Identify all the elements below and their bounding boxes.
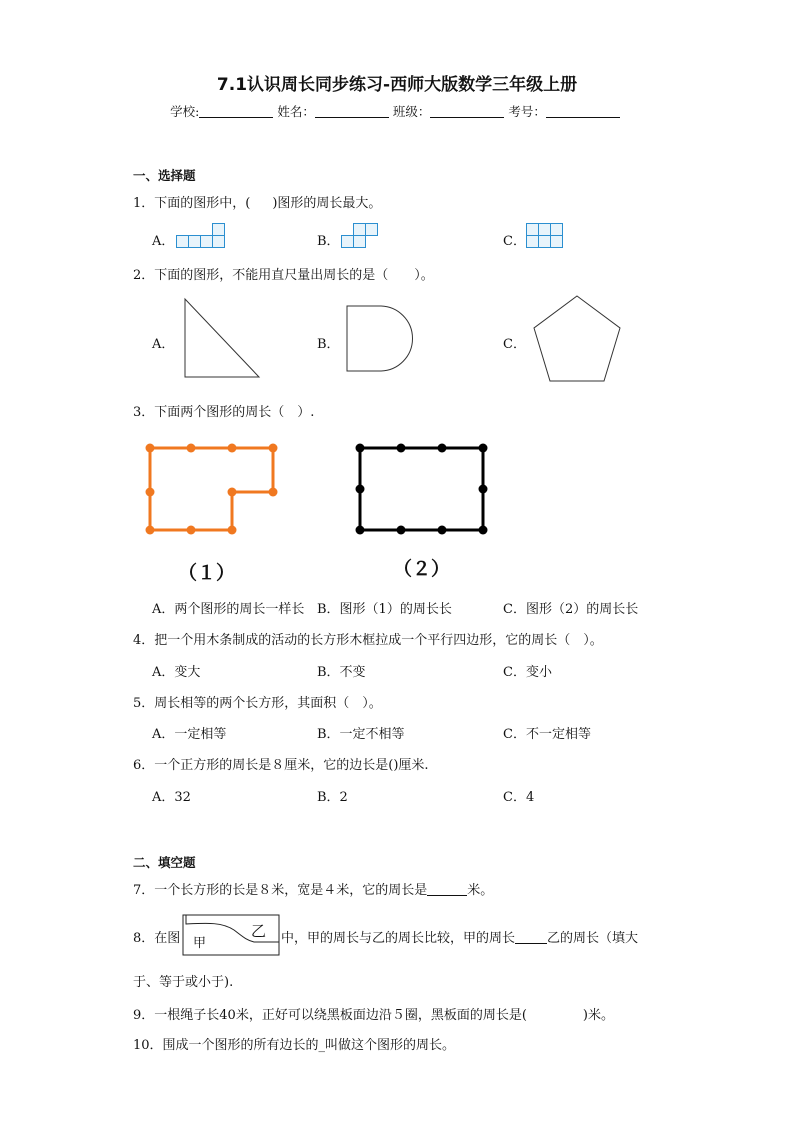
q3-figure-1-dot [146,526,155,535]
student-info-line [0,102,794,120]
q3-figure-2-dot [356,485,365,494]
q6-option-b[interactable]: B．2 [317,790,348,805]
q5-stem: 5．周长相等的两个长方形，其面积（ ）。 [133,696,382,711]
q8-answer-blank[interactable] [515,931,547,944]
q3-figure-2-dot [479,526,488,535]
q8-stem: 中，甲的周长与乙的周长比较，甲的周长 乙的周长（填大 [281,931,639,946]
q7-stem: 7．一个长方形的长是８米，宽是４米，它的周长是 米。 [133,883,494,898]
class-blank[interactable] [430,105,504,118]
q1-option-a[interactable]: A． [152,234,175,249]
q1-option-c[interactable]: C． [503,234,526,249]
q5-option-a[interactable]: A．一定相等 [152,727,227,742]
q8-stem-line2: 于、等于或小于). [133,975,234,990]
q3-figure-2-dot [397,526,406,535]
class-label: 班级： [392,104,431,119]
q2-option-c[interactable]: C． [503,337,526,352]
q3-option-b[interactable]: B．图形（1）的周长长 [317,602,452,617]
section-choice-heading: 一、选择题 [133,168,196,183]
school-label: 学校: [170,104,200,119]
q3-figure-2-dot [356,526,365,535]
q4-option-c[interactable]: C．变小 [503,665,552,680]
q1-stem: 1．下面的图形中，( )图形的周长最大。 [133,196,382,211]
q6-option-c[interactable]: C．4 [503,790,535,805]
q5-option-b[interactable]: B．一定不相等 [317,727,405,742]
q3-figure-2 [348,436,498,540]
name-blank[interactable] [315,105,389,118]
q3-figure-1-dot [228,526,237,535]
q3-figure-1-dot [146,488,155,497]
q3-figure-2-dot [479,485,488,494]
q2-triangle-figure [180,296,264,382]
q3-figure-2-dot [356,444,365,453]
q3-figure-1-dot [187,444,196,453]
q3-figure-2-dot [438,526,447,535]
q3-figure-1-dot [146,444,155,453]
q3-figure-2-dot [479,444,488,453]
q1-figure-b [341,223,381,249]
q8-jia-label: 甲 [193,936,207,951]
q3-figure-1-label: （１） [178,562,236,584]
q3-figure-1-dot [187,526,196,535]
q6-option-a[interactable]: A．32 [152,790,191,805]
q3-figure-2-dot [438,444,447,453]
q3-figure-2-dot [397,444,406,453]
q4-option-b[interactable]: B．不变 [317,665,366,680]
q3-figure-1-dot [269,488,278,497]
page-title: 7.1认识周长同步练习-西师大版数学三年级上册 [216,75,578,95]
school-blank[interactable] [199,105,273,118]
q3-option-a[interactable]: A．两个图形的周长一样长 [152,602,305,617]
q3-figure-1-dot [228,488,237,497]
q2-d-shape-figure [342,303,416,375]
q3-option-c[interactable]: C．图形（2）的周长长 [503,602,639,617]
q2-option-b[interactable]: B． [317,337,340,352]
q10-stem: 10．围成一个图形的所有边长的_叫做这个图形的周长。 [133,1038,456,1053]
section-fill-heading: 二、填空题 [133,855,196,870]
q1-figure-c [526,223,566,249]
q3-figure-1 [138,436,288,540]
name-label: 姓名： [277,104,315,119]
q4-option-a[interactable]: A．变大 [152,665,201,680]
q2-pentagon-figure [528,292,626,386]
q4-stem: 4．把一个用木条制成的活动的长方形木框拉成一个平行四边形，它的周长（ ）。 [133,633,603,648]
q5-option-c[interactable]: C．不一定相等 [503,727,591,742]
q1-figure-a [176,223,228,249]
number-label: 考号： [508,104,546,119]
number-blank[interactable] [546,105,620,118]
q9-stem: 9．一根绳子长40米，正好可以绕黑板面边沿５圈，黑板面的周长是( )米。 [133,1008,614,1023]
q3-stem: 3．下面两个图形的周长（ ）. [133,405,315,420]
q8-pre: 8．在图 [133,931,181,946]
fig2-outline [360,448,483,530]
q8-yi-label: 乙 [251,922,267,940]
q3-figure-1-dot [228,444,237,453]
q2-stem: 2．下面的图形，不能用直尺量出周长的是（ ）。 [133,268,434,283]
q2-option-a[interactable]: A． [152,337,175,352]
q3-figure-1-dot [269,444,278,453]
q3-figure-2-label: （２） [393,558,451,580]
q7-answer-blank[interactable] [427,883,467,896]
q6-stem: 6．一个正方形的周长是８厘米，它的边长是()厘米. [133,758,429,773]
fig1-outline [150,448,273,530]
q1-option-b[interactable]: B． [317,234,340,249]
